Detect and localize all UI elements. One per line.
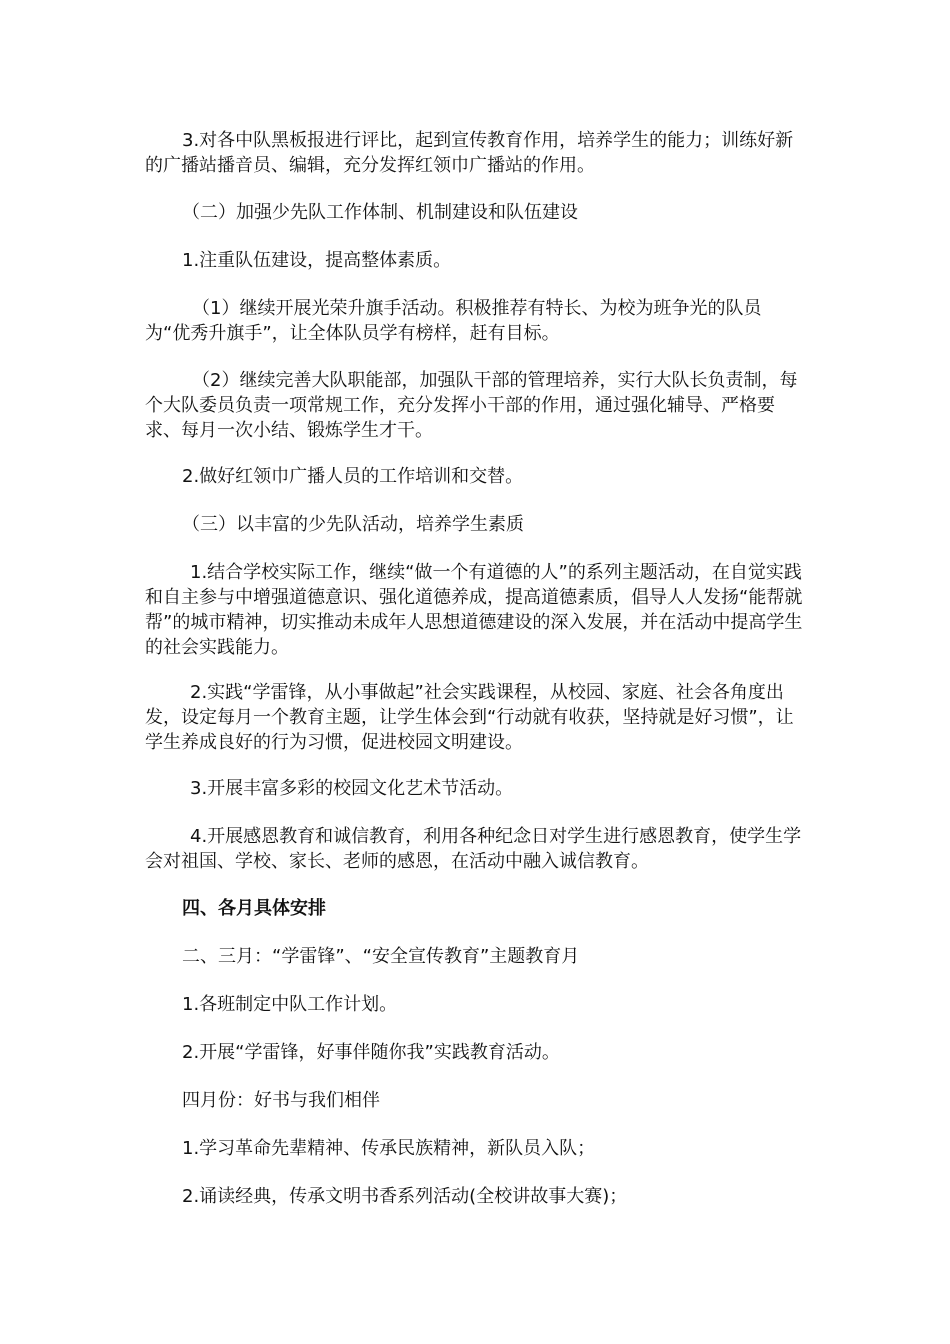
month-heading-feb-mar: 二、三月：“学雷锋”、“安全宣传教育”主题教育月	[182, 946, 580, 967]
paragraph-learn-leifeng: 2.实践“学雷锋，从小事做起”社会实践课程，从校园、家庭、社会各角度出发，设定每月一个教育主题，让学生体会到“行动就有收获，坚持就是好习惯”，让学生养成良好的行为习惯，促进校园文明建设。	[145, 682, 794, 753]
paragraph-brigade-department: （2）继续完善大队职能部，加强队干部的管理培养，实行大队长负责制，每个大队委员负责一项常规工作，充分发挥小干部的作用，通过强化辅导、严格要求、每月一次小结、锻炼学生才干。	[145, 370, 798, 441]
month-heading-april: 四月份：好书与我们相伴	[182, 1090, 380, 1111]
list-item-classic-reading: 2.诵读经典，传承文明书香系列活动(全校讲故事大赛)；	[182, 1186, 628, 1207]
list-item-broadcast-training: 2.做好红领巾广播人员的工作培训和交替。	[182, 466, 524, 487]
paragraph-gratitude-education: 4.开展感恩教育和诚信教育，利用各种纪念日对学生进行感恩教育，使学生学会对祖国、学校、家长、老师的感恩，在活动中融入诚信教育。	[145, 826, 802, 872]
section-heading-team-building: （二）加强少先队工作体制、机制建设和队伍建设	[182, 202, 578, 223]
list-item-team-quality: 1.注重队伍建设，提高整体素质。	[182, 250, 452, 271]
section-heading-activities: （三）以丰富的少先队活动，培养学生素质	[182, 514, 524, 535]
list-item-class-plan: 1.各班制定中队工作计划。	[182, 994, 398, 1015]
paragraph-moral-activity: 1.结合学校实际工作，继续“做一个有道德的人”的系列主题活动，在自觉实践和自主参与中增强道德意识、强化道德养成，提高道德素质，倡导人人发扬“能帮就帮”的城市精神，切实推动未成年人思想道德建设的深入发展，并在活动中提高学生的社会实践能力。	[145, 562, 803, 658]
list-item-leifeng-practice: 2.开展“学雷锋，好事伴随你我”实践教育活动。	[182, 1042, 560, 1063]
paragraph-flag-raiser: （1）继续开展光荣升旗手活动。积极推荐有特长、为校为班争光的队员为“优秀升旗手”，让全体队员学有榜样，赶有目标。	[145, 298, 762, 344]
paragraph-blackboard-review: 3.对各中队黑板报进行评比，起到宣传教育作用，培养学生的能力；训练好新的广播站播音员、编辑，充分发挥红领巾广播站的作用。	[145, 130, 794, 176]
list-item-revolutionary-spirit: 1.学习革命先辈精神、传承民族精神，新队员入队；	[182, 1138, 596, 1159]
section-heading-monthly-plan: 四、各月具体安排	[182, 898, 326, 919]
paragraph-art-festival: 3.开展丰富多彩的校园文化艺术节活动。	[190, 778, 514, 799]
